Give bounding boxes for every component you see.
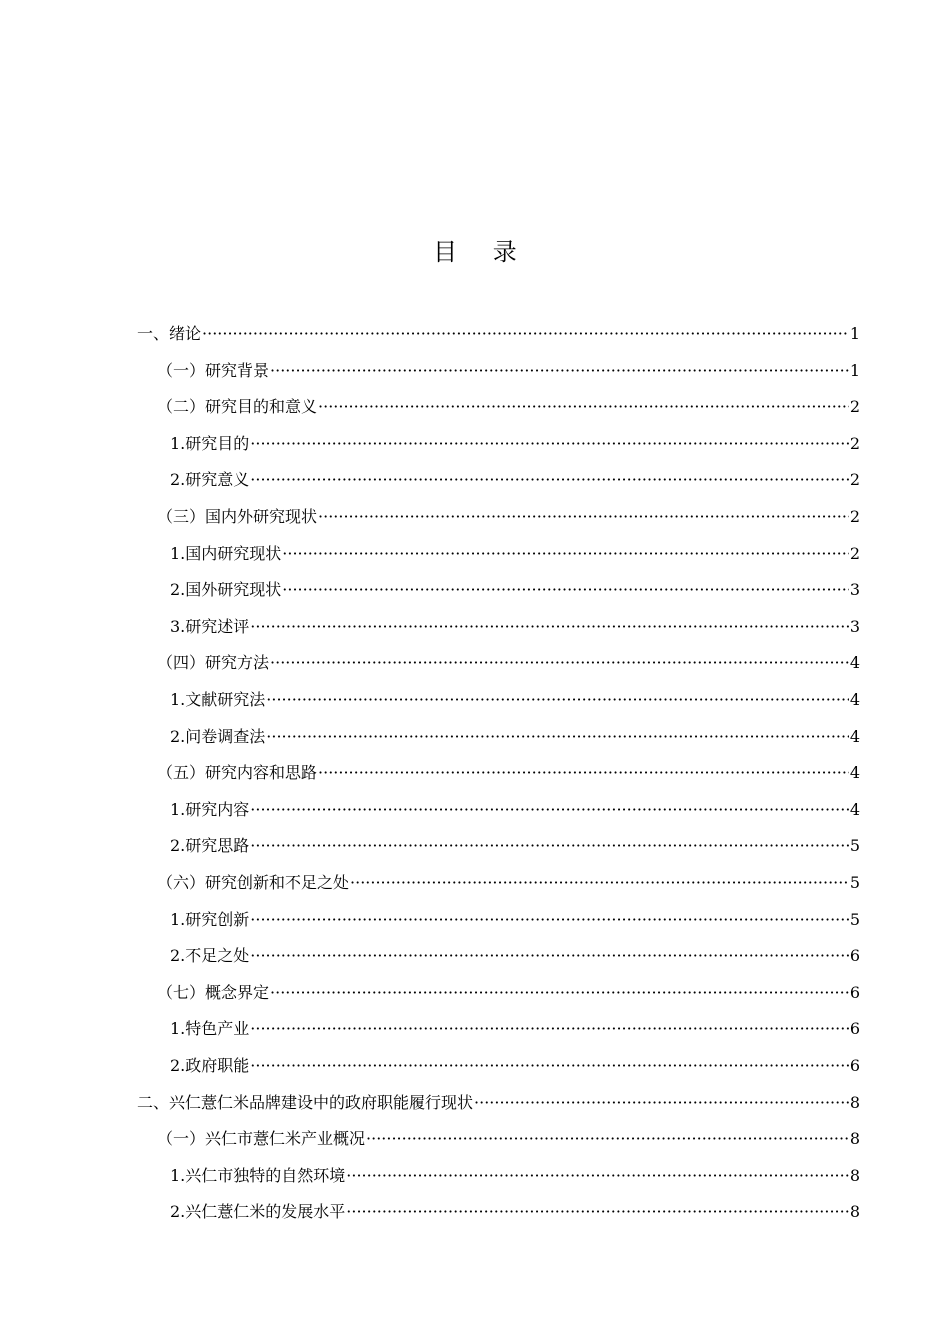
toc-page-number: 4 [849,799,860,819]
toc-entry-title: 2.政府职能 [170,1056,250,1075]
toc-page-number: 2 [849,397,860,417]
toc-page-number: 8 [849,1165,860,1185]
toc-entry[interactable] [157,975,860,1011]
toc-entry-title: 1.特色产业 [170,1019,250,1039]
toc-dot-leader [250,836,849,856]
toc-dot-leader [270,653,849,673]
toc-page-number: 1 [849,360,860,380]
toc-entry-title: 2.研究思路 [170,836,250,856]
toc-entry[interactable] [170,609,860,645]
toc-entry[interactable] [170,682,860,718]
toc-dot-leader [250,946,849,966]
page-title: 目 录 [433,238,531,266]
toc-entry-title: 1.研究目的 [170,433,250,453]
toc-entry[interactable] [170,426,860,462]
toc-entry-title: （七）概念界定 [157,982,270,1002]
toc-dot-leader [474,1093,849,1113]
toc-page-number: 8 [849,1129,860,1149]
toc-dot-leader [318,763,849,783]
toc-entry-title: （六）研究创新和不足之处 [157,873,350,892]
toc-entry-title: 1.兴仁市独特的自然环境 [170,1165,346,1185]
toc-entry[interactable] [157,499,860,535]
toc-entry[interactable] [170,938,860,974]
toc-entry[interactable] [170,1158,860,1194]
toc-entry[interactable] [170,536,860,572]
toc-entry-title: 2.不足之处 [170,946,250,966]
toc-entry[interactable] [157,1121,860,1157]
toc-entry-title: 2.国外研究现状 [170,580,282,600]
toc-dot-leader [250,470,849,490]
toc-page-number: 5 [849,909,860,929]
toc-entry[interactable] [137,1085,860,1121]
toc-entry[interactable] [170,572,860,608]
toc-entry[interactable] [157,865,860,901]
toc-entry[interactable] [170,719,860,755]
toc-dot-leader [346,1202,849,1222]
toc-dot-leader [270,983,849,1003]
toc-page-number: 4 [849,726,860,746]
toc-dot-leader [250,1056,849,1076]
toc-dot-leader [318,397,849,417]
toc-entry[interactable] [157,353,860,389]
toc-entry[interactable] [170,792,860,828]
toc-entry-title: 2.研究意义 [170,470,250,490]
toc-entry-title: 一、绪论 [137,324,202,343]
toc-entry-title: （五）研究内容和思路 [157,763,318,783]
toc-entry-title: （一）兴仁市薏仁米产业概况 [157,1129,366,1149]
toc-entry-title: 2.问卷调查法 [170,726,266,746]
toc-entry[interactable] [170,1011,860,1047]
toc-entry-title: 3.研究述评 [170,616,250,636]
toc-page-number: 8 [849,1202,860,1222]
toc-entry[interactable] [157,755,860,791]
toc-dot-leader [250,617,849,637]
toc-page-number: 3 [849,580,860,600]
toc-dot-leader [350,873,849,893]
toc-entry[interactable] [170,828,860,864]
toc-dot-leader [250,1019,849,1039]
toc-dot-leader [266,690,849,710]
toc-page-number: 3 [849,616,860,636]
toc-dot-leader [270,361,849,381]
toc-page-number: 2 [849,470,860,490]
toc-page-number: 5 [849,873,860,892]
toc-entry-title: （一）研究背景 [157,360,270,380]
toc-dot-leader [318,507,849,527]
toc-entry[interactable] [170,1048,860,1084]
toc-entry[interactable] [170,902,860,938]
toc-page-number: 8 [849,1092,860,1112]
toc-page-number: 4 [849,690,860,709]
toc-entry-title: 二、兴仁薏仁米品牌建设中的政府职能履行现状 [137,1092,474,1112]
toc-entry-title: （二）研究目的和意义 [157,397,318,417]
toc-page-number: 1 [849,324,860,343]
toc-entry[interactable] [170,462,860,498]
toc-page-number: 4 [849,653,860,673]
toc-page-number: 5 [849,836,860,856]
toc-dot-leader [366,1129,849,1149]
toc-page-number: 2 [849,433,860,453]
toc-entry[interactable] [170,1194,860,1230]
toc-page-number: 6 [849,1056,860,1075]
toc-entry[interactable] [137,316,860,352]
toc-entry-title: 2.兴仁薏仁米的发展水平 [170,1202,346,1222]
toc-entry-title: （三）国内外研究现状 [157,507,318,526]
toc-entry-title: 1.研究内容 [170,799,250,819]
toc-dot-leader [282,580,849,600]
toc-dot-leader [250,800,849,820]
toc-page-number: 6 [849,946,860,966]
toc-dot-leader [282,544,849,564]
toc-page-number: 2 [849,507,860,526]
toc-dot-leader [250,434,849,454]
toc-page-number: 4 [849,763,860,783]
toc-entry[interactable] [157,389,860,425]
toc-entry-title: 1.文献研究法 [170,690,266,709]
toc-entry-title: 1.国内研究现状 [170,543,282,563]
toc-entry-title: 1.研究创新 [170,909,250,929]
toc-dot-leader [346,1166,849,1186]
toc-page-number: 6 [849,1019,860,1039]
toc-dot-leader [202,324,849,344]
toc-entry-title: （四）研究方法 [157,653,270,673]
toc-page-number: 2 [849,543,860,563]
toc-dot-leader [266,727,849,747]
toc-page-number: 6 [849,982,860,1002]
toc-dot-leader [250,910,849,930]
toc-entry[interactable] [157,645,860,681]
